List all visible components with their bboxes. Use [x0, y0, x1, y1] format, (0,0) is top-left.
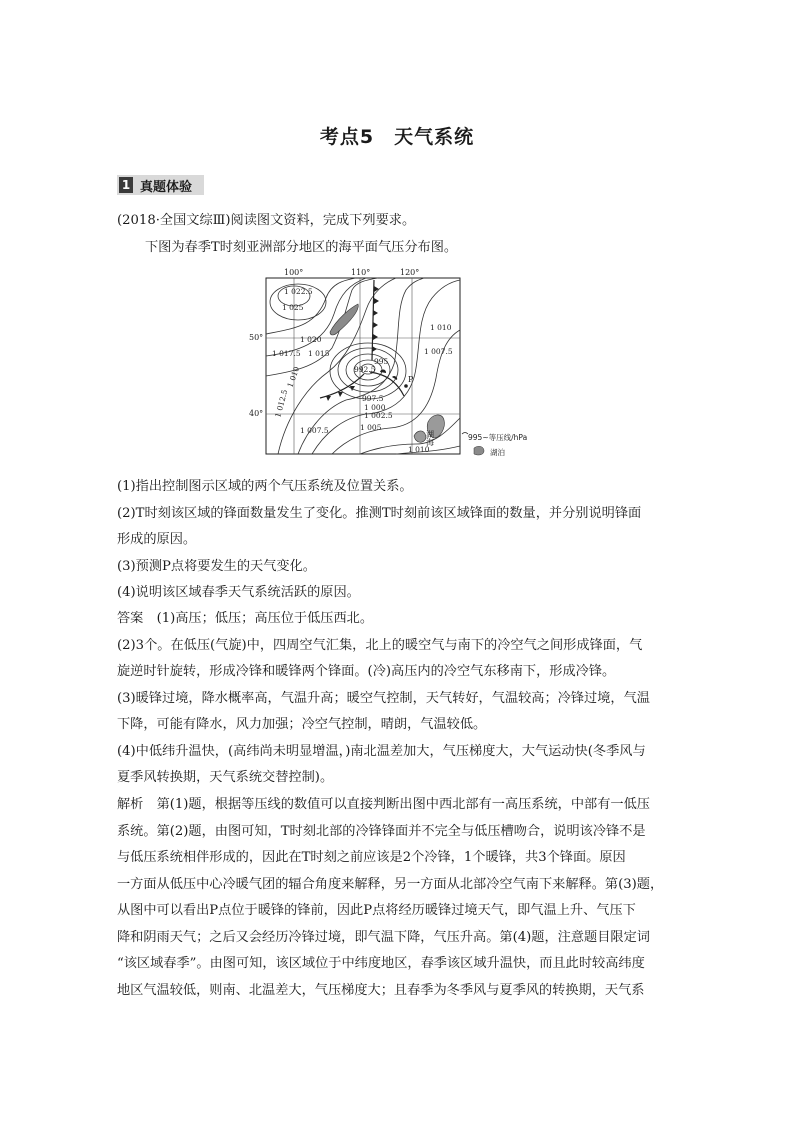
longitude-label: 110°: [351, 268, 371, 277]
section-header: [117, 175, 204, 195]
answer-line: 旋逆时针旋转，形成冷锋和暖锋两个锋面。(冷)高压内的冷空气东移南下，形成冷锋。: [117, 664, 616, 679]
analysis-line: 降和阴雨天气；之后又会经历冷锋过境，即气温下降，气压升高。第(4)题，注意题目限定词: [117, 929, 650, 945]
analysis-block: [117, 792, 679, 1004]
figure-caption: 下图为春季T时刻亚洲部分地区的海平面气压分布图。: [145, 239, 458, 255]
answer-line: (4)中低纬升温快，(高纬尚未明显增温，)南北温差加大，气压梯度大，大气运动快(冬季风与: [117, 743, 646, 759]
question-3: (3)预测P点将要发生的天气变化。: [117, 558, 316, 574]
isobar-label: 1 007.5: [424, 347, 453, 356]
longitude-label: 100°: [284, 268, 304, 277]
analysis-label: 解析: [117, 797, 144, 812]
pressure-map: [246, 268, 546, 466]
isobar-label: 997.5: [362, 394, 384, 403]
section-label: 真题体验: [140, 179, 193, 195]
isobar-label: 995: [374, 357, 389, 366]
lake-label: 湖海: [425, 430, 435, 446]
isobar-label: 1 010: [430, 323, 452, 332]
answer-line: 下降，可能有降水，风力加强；冷空气控制，晴朗，气温较低。: [117, 717, 487, 732]
isobar-label: 1 007.5: [300, 426, 329, 435]
answer-block: [117, 606, 679, 792]
isobar-label: 1 005: [360, 423, 382, 432]
latitude-label: 40°: [249, 409, 264, 418]
question-1: (1)指出控制图示区域的两个气压系统及位置关系。: [117, 479, 413, 494]
question-2: (2)T时刻该区域的锋面数量发生了变化。推测T时刻前该区域锋面的数量，并分别说明锋面: [117, 505, 642, 521]
question-4: (4)说明该区域春季天气系统活跃的原因。: [117, 585, 360, 600]
analysis-line: 地区气温较低，则南、北温差大，气压梯度大；且春季为冬季风与夏季风的转换期，天气系: [117, 982, 645, 998]
analysis-line: 系统。第(2)题，由图可知，T时刻北部的冷锋锋面并不完全与低压槽吻合，说明该冷锋不是: [117, 823, 646, 839]
section-number: 1: [119, 177, 133, 193]
isobar-label: 1 020: [300, 335, 322, 344]
isobar-label: 1 022.5: [284, 287, 313, 296]
analysis-line: 一方面从低压中心冷暖气团的辐合角度来解释，另一方面从北部冷空气南下来解释。第(3)题，: [117, 876, 664, 892]
point-label: P: [408, 375, 414, 384]
latitude-label: 50°: [249, 333, 264, 342]
analysis-line: 第(1)题，根据等压线的数值可以直接判断出图中西北部有一高压系统，中部有一低压: [156, 797, 650, 812]
isobar-label: 1 015: [308, 349, 330, 358]
isobar-label: 1 010: [408, 445, 430, 454]
answer-label: 答案: [117, 611, 144, 626]
answer-line: (3)暖锋过境，降水概率高，气温升高；暖空气控制，天气转好，气温较高；冷锋过境，气温: [117, 690, 650, 706]
isobar-label: 1 012.5: [273, 388, 290, 419]
analysis-line: 与低压系统相伴形成的，因此在T时刻之前应该是2个冷锋，1个暖锋，共3个锋面。原因: [117, 850, 626, 865]
questions-block: [117, 474, 679, 607]
question-2-cont: 形成的原因。: [117, 532, 197, 547]
analysis-line: 从图中可以看出P点位于暖锋的锋前，因此P点将经历暖锋过境天气，即气温上升、气压下: [117, 903, 636, 918]
isobar-label: 992.5: [354, 365, 376, 374]
page-title: 考点5 天气系统: [319, 126, 475, 148]
longitude-label: 120°: [400, 268, 420, 277]
isobar-label: 1 000: [364, 403, 386, 412]
legend-isobar: 995~等压线/hPa: [468, 433, 528, 442]
isobar-label: 1 017.5: [272, 349, 301, 358]
isobar-label: 1 010: [285, 365, 302, 389]
intro-block: [117, 208, 679, 261]
isobar-label: 1 002.5: [364, 411, 393, 420]
isobar-label: 1 025: [282, 303, 304, 312]
answer-line: 夏季风转换期，天气系统交替控制)。: [117, 770, 334, 785]
analysis-line: “该区域春季”。由图可知，该区域位于中纬度地区，春季该区域升温快，而且此时较高纬度: [117, 956, 645, 971]
intro-text: (2018·全国文综Ⅲ)阅读图文资料，完成下列要求。: [117, 213, 416, 228]
answer-line: (2)3个。在低压(气旋)中，四周空气汇集，北上的暖空气与南下的冷空气之间形成锋面，气: [117, 637, 643, 653]
legend-lake: 湖泊: [490, 448, 505, 457]
answer-line: (1)高压；低压；高压位于低压西北。: [156, 611, 374, 626]
